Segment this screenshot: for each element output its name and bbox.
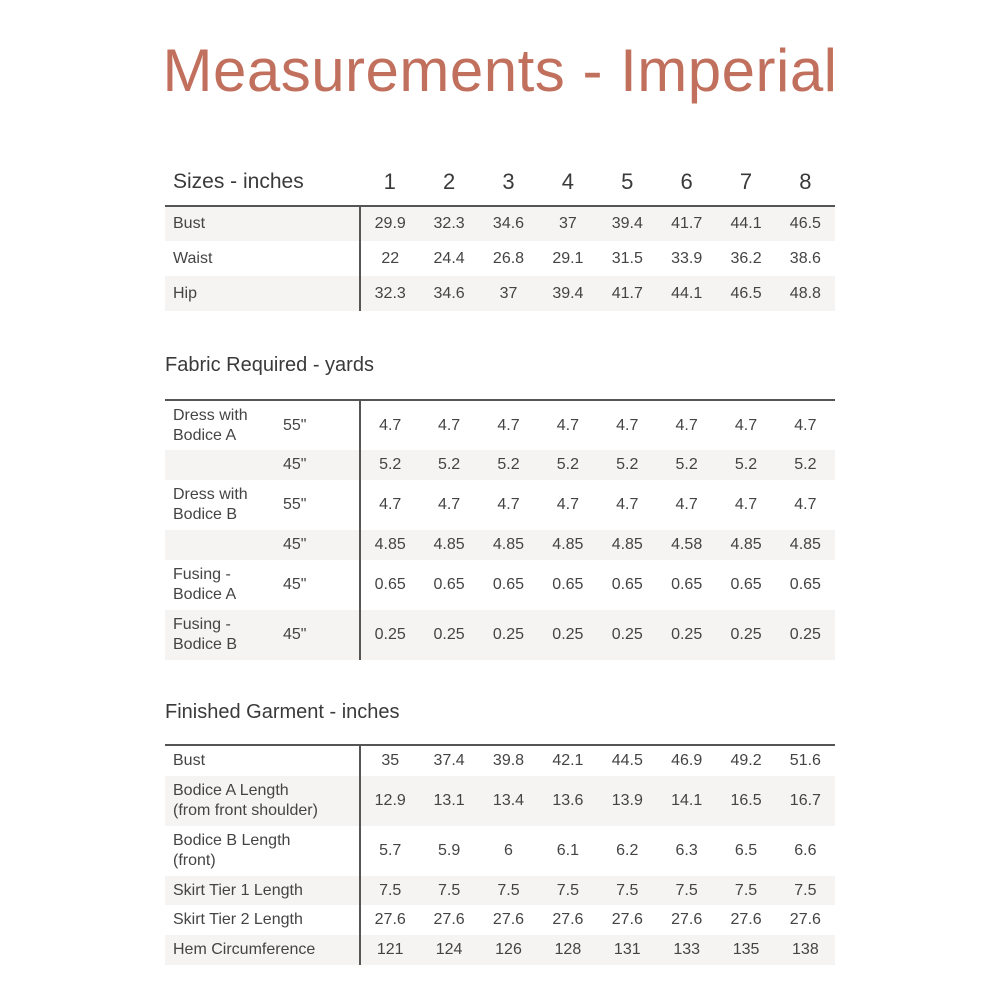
- cell-value: 6.6: [794, 842, 817, 859]
- cell-value: 4.7: [734, 496, 758, 513]
- cell-value: 36.2: [730, 249, 762, 267]
- cell-value: 0.65: [552, 576, 584, 593]
- cell-value: 0.25: [598, 610, 657, 660]
- cell-value: 7.5: [776, 876, 835, 905]
- cell-value: 0.25: [716, 610, 775, 660]
- cell-value: 4.7: [379, 496, 402, 513]
- cell-value: 14.1: [657, 776, 716, 826]
- cell-value: 121: [360, 935, 419, 965]
- cell-value: 42.1: [538, 745, 597, 776]
- cell-value: 7.5: [716, 876, 775, 905]
- size-header-3: 3: [502, 169, 515, 194]
- cell-value: 4.7: [716, 400, 775, 450]
- row-label: Dress with Bodice B: [173, 486, 248, 523]
- cell-value: 44.5: [598, 745, 657, 776]
- row-label: Bust: [165, 745, 360, 776]
- cell-value: 38.6: [789, 249, 821, 267]
- cell-value: 4.7: [675, 496, 698, 513]
- fabric-width: 45": [275, 560, 360, 610]
- cell-value: 0.65: [611, 576, 643, 593]
- cell-value: 0.65: [671, 576, 703, 593]
- cell-value: 34.6: [479, 206, 538, 241]
- cell-value: 27.6: [671, 911, 703, 928]
- cell-value: 37: [479, 276, 538, 311]
- cell-value: 124: [419, 935, 478, 965]
- cell-value: 0.65: [789, 576, 821, 593]
- cell-value: 5.2: [419, 450, 478, 480]
- cell-value: 126: [479, 935, 538, 965]
- row-label: Bodice A Length (from front shoulder): [165, 776, 360, 826]
- row-label: Skirt Tier 2 Length: [165, 905, 360, 935]
- table-row: [165, 610, 835, 660]
- cell-value: 32.3: [360, 276, 419, 311]
- cell-value: 5.7: [379, 842, 402, 859]
- cell-value: 39.4: [598, 206, 657, 241]
- fabric-width: 55": [275, 480, 360, 530]
- cell-value: 41.7: [598, 276, 657, 311]
- cell-value: 131: [598, 935, 657, 965]
- row-label: Bodice B Length (front): [165, 826, 360, 876]
- cell-value: 4.7: [598, 400, 657, 450]
- cell-value: 4.85: [419, 530, 478, 560]
- cell-value: 4.7: [479, 400, 538, 450]
- size-header-5: 5: [621, 169, 634, 194]
- cell-value: 4.7: [497, 496, 520, 513]
- cell-value: 27.6: [374, 911, 406, 928]
- row-label: Dress with Bodice A: [165, 400, 275, 450]
- cell-value: 6: [504, 842, 513, 859]
- cell-value: 46.5: [716, 276, 775, 311]
- table-row: [165, 745, 835, 776]
- cell-value: 31.5: [611, 249, 643, 267]
- cell-value: 44.1: [657, 276, 716, 311]
- cell-value: 33.9: [671, 249, 703, 267]
- cell-value: 5.2: [479, 450, 538, 480]
- table-row: [165, 876, 835, 905]
- table-row: [165, 530, 835, 560]
- size-header-1: 1: [383, 169, 396, 194]
- cell-value: 29.1: [552, 249, 584, 267]
- cell-value: 41.7: [657, 206, 716, 241]
- cell-value: 0.25: [657, 610, 716, 660]
- cell-value: 4.85: [479, 530, 538, 560]
- size-header-2: 2: [442, 169, 456, 194]
- table-row: [165, 826, 835, 876]
- cell-value: 27.6: [433, 911, 465, 928]
- cell-value: 6.3: [675, 842, 698, 859]
- cell-value: 0.25: [538, 610, 597, 660]
- row-label: Hem Circumference: [165, 935, 360, 965]
- cell-value: 4.7: [776, 400, 835, 450]
- table-row: [165, 776, 835, 826]
- cell-value: 26.8: [492, 249, 525, 267]
- size-header-7: 7: [739, 169, 753, 194]
- cell-value: 7.5: [479, 876, 538, 905]
- cell-value: 7.5: [538, 876, 597, 905]
- cell-value: 4.7: [538, 400, 597, 450]
- cell-value: 128: [538, 935, 597, 965]
- cell-value: 4.85: [716, 530, 775, 560]
- cell-value: 27.6: [492, 911, 525, 928]
- cell-value: 13.9: [598, 776, 657, 826]
- cell-value: 135: [716, 935, 775, 965]
- cell-value: 46.5: [776, 206, 835, 241]
- row-label: Fusing - Bodice B: [165, 610, 275, 660]
- cell-value: 39.4: [538, 276, 597, 311]
- size-header-6: 6: [680, 169, 693, 194]
- cell-value: 0.25: [360, 610, 419, 660]
- size-header-4: 4: [561, 169, 574, 194]
- cell-value: 35: [360, 745, 419, 776]
- sizes-header-row: [165, 163, 835, 201]
- cell-value: 4.85: [598, 530, 657, 560]
- cell-value: 4.7: [437, 496, 461, 513]
- cell-value: 7.5: [419, 876, 478, 905]
- fabric-width: 45": [275, 530, 360, 560]
- cell-value: 0.65: [433, 576, 465, 593]
- cell-value: 32.3: [419, 206, 478, 241]
- cell-value: 7.5: [657, 876, 716, 905]
- sizes-header-label: Sizes - inches: [173, 170, 304, 193]
- table-row: [165, 560, 835, 610]
- cell-value: 7.5: [360, 876, 419, 905]
- cell-value: 0.65: [492, 576, 525, 593]
- cell-value: 27.6: [789, 911, 821, 928]
- cell-value: 6.2: [616, 842, 639, 859]
- fabric-heading: Fabric Required - yards: [165, 354, 374, 376]
- cell-value: 22: [381, 249, 400, 267]
- cell-value: 27.6: [730, 911, 762, 928]
- row-label: Bust: [165, 206, 360, 241]
- cell-value: 0.25: [776, 610, 835, 660]
- cell-value: 49.2: [716, 745, 775, 776]
- cell-value: 0.25: [479, 610, 538, 660]
- cell-value: 4.7: [419, 400, 478, 450]
- cell-value: 16.7: [776, 776, 835, 826]
- cell-value: 5.2: [657, 450, 716, 480]
- cell-value: 4.7: [794, 496, 817, 513]
- cell-value: 12.9: [360, 776, 419, 826]
- cell-value: 24.4: [433, 249, 465, 267]
- cell-value: 29.9: [360, 206, 419, 241]
- row-label: [165, 530, 275, 560]
- cell-value: 34.6: [419, 276, 478, 311]
- cell-value: 13.4: [479, 776, 538, 826]
- cell-value: 0.65: [374, 576, 406, 593]
- table-row: [165, 241, 835, 276]
- cell-value: 4.58: [657, 530, 716, 560]
- cell-value: 27.6: [611, 911, 643, 928]
- row-label: [165, 450, 275, 480]
- cell-value: 44.1: [716, 206, 775, 241]
- cell-value: 5.2: [776, 450, 835, 480]
- cell-value: 6.5: [734, 842, 758, 859]
- page-title: Measurements - Imperial: [162, 37, 838, 104]
- cell-value: 37: [538, 206, 597, 241]
- fabric-width: 45": [275, 450, 360, 480]
- cell-value: 133: [657, 935, 716, 965]
- table-row: [165, 206, 835, 241]
- cell-value: 37.4: [419, 745, 478, 776]
- table-row: [165, 400, 835, 450]
- cell-value: 4.85: [360, 530, 419, 560]
- table-row: [165, 450, 835, 480]
- cell-value: 4.85: [776, 530, 835, 560]
- cell-value: 27.6: [552, 911, 584, 928]
- table-row: [165, 276, 835, 311]
- table-row: [165, 905, 835, 935]
- table-row: [165, 480, 835, 530]
- fabric-table: [165, 399, 835, 660]
- cell-value: 5.2: [360, 450, 419, 480]
- table-row: [165, 935, 835, 965]
- cell-value: 39.8: [479, 745, 538, 776]
- cell-value: 4.7: [616, 496, 639, 513]
- row-label: Skirt Tier 1 Length: [165, 876, 360, 905]
- cell-value: 7.5: [598, 876, 657, 905]
- cell-value: 4.85: [538, 530, 597, 560]
- row-label: Fusing - Bodice A: [173, 566, 237, 603]
- cell-value: 46.9: [657, 745, 716, 776]
- cell-value: 0.25: [419, 610, 478, 660]
- cell-value: 5.2: [598, 450, 657, 480]
- cell-value: 5.2: [716, 450, 775, 480]
- cell-value: 4.7: [657, 400, 716, 450]
- cell-value: 16.5: [716, 776, 775, 826]
- fabric-width: 45": [275, 610, 360, 660]
- garment-heading: Finished Garment - inches: [165, 701, 400, 723]
- cell-value: 48.8: [776, 276, 835, 311]
- fabric-width: 55": [275, 400, 360, 450]
- cell-value: 5.9: [437, 842, 461, 859]
- cell-value: 4.7: [360, 400, 419, 450]
- cell-value: 13.6: [538, 776, 597, 826]
- cell-value: 6.1: [556, 842, 579, 859]
- cell-value: 4.7: [556, 496, 579, 513]
- cell-value: 138: [776, 935, 835, 965]
- garment-table: [165, 744, 835, 965]
- cell-value: 13.1: [419, 776, 478, 826]
- size-header-8: 8: [799, 169, 812, 194]
- cell-value: 5.2: [538, 450, 597, 480]
- row-label: Waist: [165, 241, 360, 276]
- sizes-table: [165, 205, 835, 311]
- row-label: Hip: [165, 276, 360, 311]
- cell-value: 0.65: [730, 576, 762, 593]
- cell-value: 51.6: [776, 745, 835, 776]
